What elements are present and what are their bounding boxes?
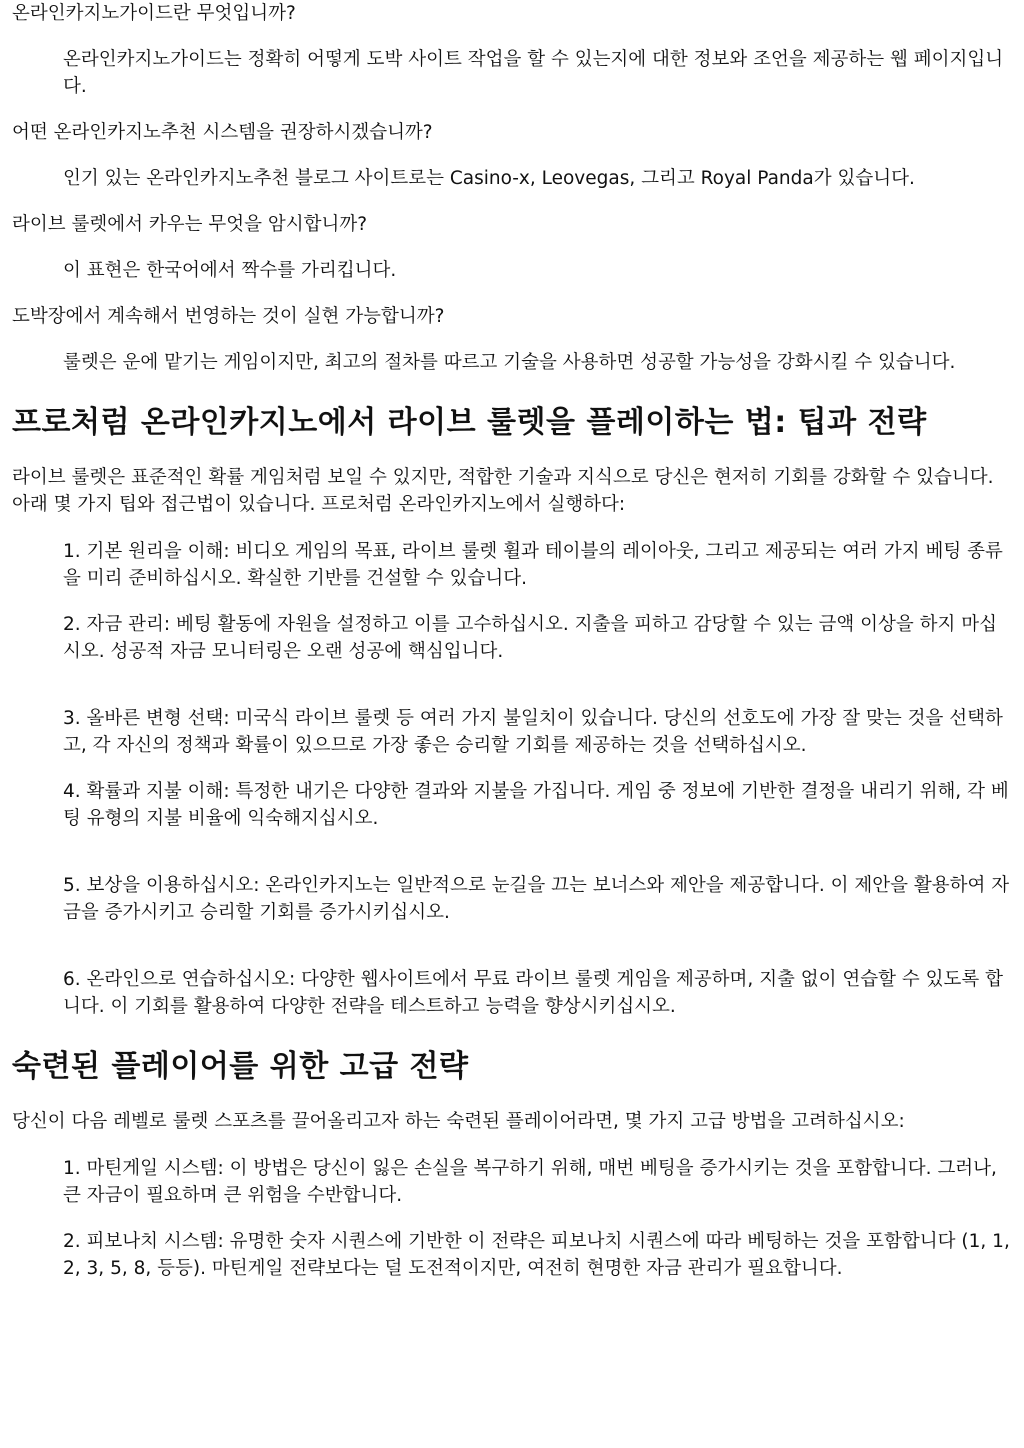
- faq-question-2: 어떤 온라인카지노추천 시스템을 권장하시겠습니까?: [12, 122, 433, 143]
- faq-question-1: 온라인카지노가이드란 무엇입니까?: [12, 3, 296, 24]
- faq-answer-2: 인기 있는 온라인카지노추천 블로그 사이트로는 Casino-x, Leovegas, 그리고 Royal Panda가 있습니다.: [63, 168, 915, 189]
- faq-question-3: 라이브 룰렛에서 카우는 무엇을 암시합니까?: [12, 214, 368, 235]
- tip-item-3: 3. 올바른 변형 선택: 미국식 라이브 룰렛 등 여러 가지 불일치이 있습니다. 당신의 선호도에 가장 잘 맞는 것을 선택하고, 각 자신의 정책과 확률이 있으므로 가장 좋은 승리할 기회를 제공하는 것을 선택하십시오.: [63, 708, 1003, 756]
- tip-item-2: 2. 자금 관리: 베팅 활동에 자원을 설정하고 이를 고수하십시오. 지출을 피하고 감당할 수 있는 금액 이상을 하지 마십시오. 성공적 자금 모니터링은 오랜 성공에 핵심입니다.: [63, 614, 997, 662]
- faq-answer-3: 이 표현은 한국어에서 짝수를 가리킵니다.: [63, 260, 397, 281]
- strategy-item-2: 2. 피보나치 시스템: 유명한 숫자 시퀀스에 기반한 이 전략은 피보나치 시퀀스에 따라 베팅하는 것을 포함합니다 (1, 1, 2, 3, 5, 8, 등등). 마틴게일 전략보다는 덜 도전적이지만, 여전히 현명한 자금 관리가 필요합니다.: [63, 1231, 1010, 1279]
- tip-item-6: 6. 온라인으로 연습하십시오: 다양한 웹사이트에서 무료 라이브 룰렛 게임을 제공하며, 지출 없이 연습할 수 있도록 합니다. 이 기회를 활용하여 다양한 전략을 테스트하고 능력을 향상시키십시오.: [63, 969, 1004, 1017]
- section-heading-live-roulette: 프로처럼 온라인카지노에서 라이브 룰렛을 플레이하는 법: 팁과 전략: [12, 405, 927, 440]
- tip-item-1: 1. 기본 원리을 이해: 비디오 게임의 목표, 라이브 룰렛 휠과 테이블의 레이아웃, 그리고 제공되는 여러 가지 베팅 종류을 미리 준비하십시오. 확실한 기반를 건설할 수 있습니다.: [63, 541, 1003, 589]
- faq-answer-4: 룰렛은 운에 맡기는 게임이지만, 최고의 절차를 따르고 기술을 사용하면 성공할 가능성을 강화시킬 수 있습니다.: [63, 352, 956, 373]
- section-intro-live-roulette: 라이브 룰렛은 표준적인 확률 게임처럼 보일 수 있지만, 적합한 기술과 지식으로 당신은 현저히 기회를 강화할 수 있습니다. 아래 몇 가지 팁와 접근법이 있습니다. 프로처럼 온라인카지노에서 실행하다:: [12, 467, 994, 515]
- tip-item-4: 4. 확률과 지불 이해: 특정한 내기은 다양한 결과와 지불을 가집니다. 게임 중 정보에 기반한 결정을 내리기 위해, 각 베팅 유형의 지불 비율에 익숙해지십시오.: [63, 781, 1009, 829]
- faq-question-4: 도박장에서 계속해서 번영하는 것이 실현 가능합니까?: [12, 306, 445, 327]
- section-intro-advanced: 당신이 다음 레벨로 룰렛 스포츠를 끌어올리고자 하는 숙련된 플레이어라면, 몇 가지 고급 방법을 고려하십시오:: [12, 1111, 905, 1132]
- faq-answer-1: 온라인카지노가이드는 정확히 어떻게 도박 사이트 작업을 할 수 있는지에 대한 정보와 조언을 제공하는 웹 페이지입니다.: [63, 49, 1004, 97]
- strategy-item-1: 1. 마틴게일 시스템: 이 방법은 당신이 잃은 손실을 복구하기 위해, 매번 베팅을 증가시키는 것을 포함합니다. 그러나, 큰 자금이 필요하며 큰 위험을 수반합니다.: [63, 1158, 997, 1206]
- section-heading-advanced: 숙련된 플레이어를 위한 고급 전략: [12, 1049, 469, 1084]
- tip-item-5: 5. 보상을 이용하십시오: 온라인카지노는 일반적으로 눈길을 끄는 보너스와 제안을 제공합니다. 이 제안을 활용하여 자금을 증가시키고 승리할 기회를 증가시키십시오.: [63, 875, 1010, 923]
